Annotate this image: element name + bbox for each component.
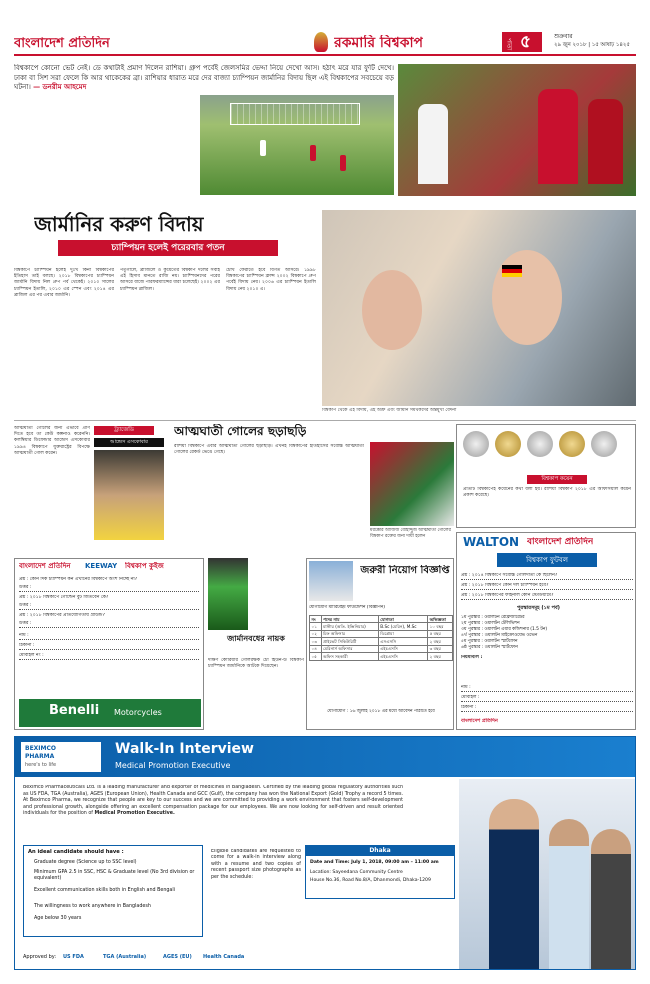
list-item: ৪র্থ পুরস্কার : ওয়ালটন মাইক্রোওয়েভ ওভেন <box>461 633 538 638</box>
list-item: Excellent communication skills both in English and Bengali <box>34 888 176 893</box>
quiz-title: বিশ্বকাপ কুইজ <box>125 562 164 570</box>
walton-brand: WALTON <box>463 535 520 549</box>
recruitment-photo <box>309 561 353 601</box>
keeper-photo <box>208 558 248 630</box>
approval-badge: AGES (EU) <box>163 954 192 960</box>
table-cell: ২ বছর <box>428 653 453 660</box>
walton-address[interactable]: ঠিকানা : <box>461 705 633 712</box>
beximco-header <box>15 737 635 777</box>
body-column-3: চোখ ফেরাতে হবে বিগত আসরে। ১৯৯৮ বিশ্বকাপের চ্যাম্পিয়ন ফ্রান্স ২০০২ বিশ্বকাপে গ্রুপ পর্বেই বিদায় নেয়। ২০০৬ এর চ্যাম্পিয়ন ইতালি বিদায় নেয় ২০১০ এ। <box>226 268 316 292</box>
table-cell: B.Sc (মেরিন), M.Sc <box>378 623 427 630</box>
quiz-answer-3[interactable]: উত্তর : <box>19 621 199 628</box>
table-cell: এইচএসসি <box>378 645 427 652</box>
walton-q2: প্রশ্ন : ২০১৮ বিশ্বকাপে কোন দল চ্যাম্পিয়ন হবে? <box>461 583 633 590</box>
issue-date: ২৯ জুন ২০১৮ | ১৫ আষাঢ় ১৪২৫ <box>554 42 630 48</box>
quiz-name[interactable]: নাম : <box>19 633 199 640</box>
list-item: ৩য় পুরস্কার : ওয়ালটন এয়ার কন্ডিশনার (1.5 টন) <box>461 627 548 632</box>
masthead-logo: বাংলাদেশ প্রতিদিন <box>14 36 110 51</box>
player-figure <box>588 99 623 184</box>
person-figure <box>591 829 631 969</box>
own-goal-article <box>174 424 454 554</box>
walton-mobile[interactable]: মোবাইল : <box>461 695 633 702</box>
quiz-q1: প্রশ্ন : কোন দিক চ্যাম্পিয়ন কন এখানের বিশ্বকাপে অংশ নিচ্ছে না? <box>19 577 138 582</box>
beximco-intro <box>23 785 403 839</box>
tragedy-label: ট্র্যাজেডি <box>94 426 154 435</box>
table-row <box>310 653 453 660</box>
recruitment-title: জরুরী নিয়োগ বিজ্ঞপ্তি <box>360 565 450 576</box>
walton-prizes-list <box>461 615 633 651</box>
table-header: যোগ্যতা <box>378 616 427 623</box>
table-cell: ০১ <box>310 623 322 630</box>
walton-q1: প্রশ্ন : ২০১৪ বিশ্বকাপে সর্বোচ্চ গোলদাতা কে ছিলেন? <box>461 573 633 580</box>
match-photo-goalmouth <box>200 95 394 195</box>
list-item: The willingness to work anywhere in Bangladesh <box>34 904 151 909</box>
person-figure <box>489 799 539 969</box>
coin-title: বিশ্বকাপ কয়েন <box>527 475 587 484</box>
body-column-2: পর্তুগালে, ব্রাজিলে ও কুয়েতের বিশ্বকাপ দলের সবাই এই হিসাব মানতে রাজি নয়। চ্যাম্পিয়নদের পরের আসরে বাজে পারফরম্যান্সের ধারা চলেছেই। ২০০২ এর চ্যাম্পিয়ন ব্রাজিল। <box>120 268 220 292</box>
table-row <box>310 623 453 630</box>
page-number-box <box>502 32 542 52</box>
german-fans-photo <box>322 210 636 406</box>
table-cell: ১০ বছর <box>428 623 453 630</box>
beximco-ideal-title: An ideal candidate should have : <box>28 849 124 855</box>
photo-caption: বিশ্বকাপ থেকে এই বিদায়, এই অশ্রু এবং জার্মান সমর্থকদের অন্তর্মুখী বেদনা <box>322 408 457 413</box>
player-figure <box>418 104 448 184</box>
top-article-byline: — ডনরীম আহমেদ <box>33 83 87 91</box>
list-item: ২য় পুরস্কার : ওয়ালটন টেলিভিশন <box>461 621 520 626</box>
walton-title: বিশ্বকাপ ফুটবল <box>497 553 597 567</box>
quiz-mobile[interactable]: মোবাইল নং : <box>19 653 199 660</box>
issue-day: শুক্রবার <box>554 33 573 40</box>
list-item: Graduate degree (Science up to SSC level) <box>34 860 137 865</box>
walton-q3: প্রশ্ন : ২০১৮ বিশ্বকাপের ফাইনাল কোন স্টেডিয়ামে? <box>461 593 633 600</box>
tragedy-body: আত্মঘাতী গোলের জন্য এভাবে প্রাণ দিতে হবে তা কেউ কল্পনাও করেননি। কলম্বিয়ার ডিফেন্ডার আন্দ্রেস এসকোবার ১৯৯৪ বিশ্বকাপে যুক্তরাষ্ট্রের বিপক্ষে আত্মঘাতী গোল করেন। <box>14 426 90 456</box>
approval-badge: Health Canada <box>203 954 245 960</box>
section-title: রকমারি বিশ্বকাপ <box>334 35 424 51</box>
benelli-brand: Benelli <box>49 703 100 718</box>
main-headline-block <box>14 212 316 260</box>
player-figure <box>538 89 578 184</box>
player-figure <box>340 155 346 171</box>
table-cell: ৩ বছর <box>428 645 453 652</box>
quiz-answer-1[interactable]: উত্তর : <box>19 585 199 592</box>
walton-name[interactable]: নাম : <box>461 685 633 692</box>
coin-box <box>456 424 636 528</box>
main-headline: জার্মানির করুণ বিদায় <box>34 212 204 236</box>
own-goal-title: আত্মঘাতী গোলের ছড়াছড়ি <box>174 424 307 438</box>
recruitment-intro: যোগাযোগ ম্যারিটাইম ফাউন্ডেশন (বিজ্ঞাপন) <box>309 605 386 610</box>
beximco-approvals <box>23 951 453 965</box>
list-item: ১ম পুরস্কার : ওয়ালটন রেফ্রিজারেটর <box>461 615 525 620</box>
benelli-sub: Motorcycles <box>114 708 162 717</box>
list-item: ৫ম পুরস্কার : ওয়ালটন স্মার্টফোন <box>461 639 518 644</box>
recruitment-box <box>306 558 454 730</box>
table-cell: অফিস সহকারী <box>321 653 378 660</box>
beximco-schedule <box>305 845 455 899</box>
coin-icon <box>591 431 617 457</box>
own-goal-body: রাশিয়া বিশ্বকাপে এবার আত্মঘাতী গোলের ছড়াছড়ি। এখনই বিশ্বকাপের ইতিহাসের সর্বোচ্চ আত্মঘাতী গোলের রেকর্ড ভেঙে গেছে। <box>174 444 364 456</box>
table-header-row <box>310 616 453 623</box>
keeper-section <box>208 558 304 730</box>
table-cell: মাস্টার (অতি. ইঞ্জিনিয়ার) <box>321 623 378 630</box>
coin-body: প্রতিটি বিশ্বকাপেই কয়েনের কথা বলা হয়। রাশিয়া বিশ্বকাপ ২০১৮ এর অফিসিয়াল কয়েন প্রকাশ করেছে। <box>463 487 631 499</box>
table-cell: ০৫ <box>310 653 322 660</box>
table-row <box>310 638 453 645</box>
goal-net <box>230 103 360 125</box>
beximco-eligible: Eligible candidates are requested to come for a walk-in interview along with a resume and two copies of recent passport size photographs as per the schedule: <box>211 849 301 880</box>
coin-icon <box>463 431 489 457</box>
quiz-address[interactable]: ঠিকানা : <box>19 643 199 650</box>
table-header: অভিজ্ঞতা <box>428 616 453 623</box>
quiz-q2: প্রশ্ন : ২০১৮ বিশ্বকাপে গোল্ডেন বুট জিতবেন কে? <box>19 595 109 600</box>
body-column-1: বিশ্বকাপে চ্যাম্পিয়ন হলেই দুঃখ কিনা বিশ্বকাপের ইতিহাস তাই বলছে। ২০১৮ বিশ্বকাপের চ্যাম্পিয়ন জার্মানি বিদায় নিল গ্রুপ পর্ব থেকেই। ২০১০ সালের চ্যাম্পিয়ন ইতালি, ২০১০ এর স্পেন এবং ২০১৪ এর ব্রাজিল এর পর এবার জার্মানি। <box>14 268 114 298</box>
table-cell: ৫ বছর <box>428 630 453 637</box>
table-cell: চিফ অফিসার <box>321 630 378 637</box>
walton-box <box>456 532 636 730</box>
table-cell: এইচএসসি <box>378 653 427 660</box>
main-subheadline: চ্যাম্পিয়ন হলেই পরেরবার পতন <box>58 240 278 256</box>
recruitment-table <box>309 615 453 661</box>
walton-prizes-title: পুরস্কারসমূহ (১ম পর্ব) <box>517 605 560 611</box>
top-article-intro: বিশ্বকাপে কোনো ভেট নেই। ডে কথাটাই প্রমাণ দিলেন রাশিয়া। গ্রুপ পর্বেই জেলসমির ভেদ্দা নিয়ে দেখো আস। হঠাৎ মরে যার ফুটি দেখে। ঢাকা বা সিশ সরা ফেলে কি আর থাকেকের ব্রা। রাশিয়ার ধারাত মরে দের বাজ্যা চ্যাম্পিয়ন জার্মানির বিদায় ছিল এই বিশ্বকাপের সবচেয়ে বড় ঘটনা। <box>14 64 394 91</box>
table-cell: ২ বছর <box>428 638 453 645</box>
beximco-location2: House No.36, Road No.8/A, Dhanmondi, Dhaka-1209 <box>310 878 431 883</box>
table-row <box>310 645 453 652</box>
player-figure <box>310 145 316 161</box>
walton-footer: বাংলাদেশ প্রতিদিন <box>461 718 498 724</box>
beximco-ad <box>14 736 636 970</box>
beximco-city: Dhaka <box>306 846 454 856</box>
quiz-logo: বাংলাদেশ প্রতিদিন <box>19 562 71 570</box>
approved-label: Approved by: <box>23 954 57 960</box>
recruitment-footer: যোগাযোগ : ১৬ জুলাই ২০১৮ এর মধ্যে আবেদন পাঠাতে হবে <box>327 709 435 714</box>
table-header: পদের নাম <box>321 616 378 623</box>
coin-icon <box>527 431 553 457</box>
own-goal-caption: মরক্কোর আজিজ বৌহাদ্দুজ আত্মঘাতী গোলের বিশ্বকাপ রক্তের জন্য দায়ী হলেন <box>370 528 451 539</box>
table-cell: ডিপ্লোমা <box>378 630 427 637</box>
beximco-tagline: here's to life <box>25 762 57 768</box>
tragedy-section <box>14 424 170 554</box>
page-header <box>14 29 636 56</box>
beximco-intro-text: Beximco Pharmaceuticals Ltd. is a leading manufacturer and exporter of medicines in Bangladesh. Certified by the leading global regulatory authorities such as US FDA, TGA (Australia), AGES (European Union), Health Canada and GCC (Gulf), the company has won the National Export (Gold) Trophy a record 5 times. At Beximco Pharma, we recognize that people are key to our success and we are committed to providing a work environment that fosters self-development and professional growth, alongside offering an excellent compensation package for our employees. We are now looking for self-driven and result oriented individuals for the position of <box>23 785 403 817</box>
table-cell: প্রাইভেট সিকিউরিটি <box>321 638 378 645</box>
person-figure <box>549 819 589 969</box>
beximco-title: Walk-In Interview <box>115 741 254 757</box>
flag-stripes <box>502 265 522 277</box>
list-item: ৬ষ্ঠ পুরস্কার : ওয়ালটন স্মার্টফোন <box>461 645 518 650</box>
page-label: পাতা <box>505 38 513 51</box>
page-number: ৫ <box>520 32 532 52</box>
beximco-ideal-box <box>23 845 203 937</box>
beximco-logo-line1: BEXIMCO <box>25 745 57 752</box>
beximco-logo <box>21 742 101 772</box>
quiz-answer-2[interactable]: উত্তর : <box>19 603 199 610</box>
player-figure <box>260 140 266 156</box>
beximco-position: Medical Promotion Executive <box>115 761 231 770</box>
table-header: নং <box>310 616 322 623</box>
coin-icon <box>495 431 521 457</box>
tragedy-name: আন্দ্রেস এসকোবার <box>94 438 164 447</box>
table-cell: ০৩ <box>310 638 322 645</box>
table-cell: মেরিনার্স অফিসার <box>321 645 378 652</box>
table-cell: এসএসসি <box>378 638 427 645</box>
list-item: Age below 30 years <box>34 916 82 921</box>
approval-badge: US FDA <box>63 954 84 960</box>
world-cup-emblem-icon <box>314 32 328 52</box>
keeper-title: জার্মানবধের নায়ক <box>227 634 285 643</box>
walton-paper: বাংলাদেশ প্রতিদিন <box>527 537 594 547</box>
quiz-q3: প্রশ্ন : ২০১৮ বিশ্বকাপের প্রতিযোগিতায় গ্রাউন্ড? <box>19 613 105 618</box>
match-photo-celebration <box>398 64 636 196</box>
fan-face <box>362 270 422 350</box>
beximco-team-photo <box>459 779 635 969</box>
benelli-logo <box>19 699 201 727</box>
beximco-datetime: Date and Time: July 1, 2018, 09:00 am – 11:00 am <box>310 860 439 865</box>
approval-badge: TGA (Australia) <box>103 954 147 960</box>
quiz-box <box>14 558 204 730</box>
beximco-logo-line2: PHARMA <box>25 753 55 760</box>
beximco-location: Location: Sayeedana Community Centre <box>310 870 403 875</box>
own-goal-photo <box>370 442 454 526</box>
list-item: Minimum GPA 2.5 in SSC, HSC & Graduate level (No 3rd division or equivalent) <box>34 870 195 881</box>
beximco-intro-bold: Medical Promotion Executive. <box>94 811 175 817</box>
walton-rules-title: নিয়মাবলি : <box>461 655 483 660</box>
table-cell: ০৪ <box>310 645 322 652</box>
coin-icon <box>559 431 585 457</box>
escobar-photo <box>94 450 164 540</box>
keeper-body: দক্ষিণ কোরিয়ার গোলরক্ষক চো হিউন-উ বিশ্বকাপ চ্যাম্পিয়ন জার্মানিকে আটকে দিয়েছেন। <box>208 658 304 670</box>
quiz-sponsor: KEEWAY <box>85 562 118 570</box>
table-row <box>310 630 453 637</box>
table-cell: ০২ <box>310 630 322 637</box>
divider <box>14 420 636 421</box>
